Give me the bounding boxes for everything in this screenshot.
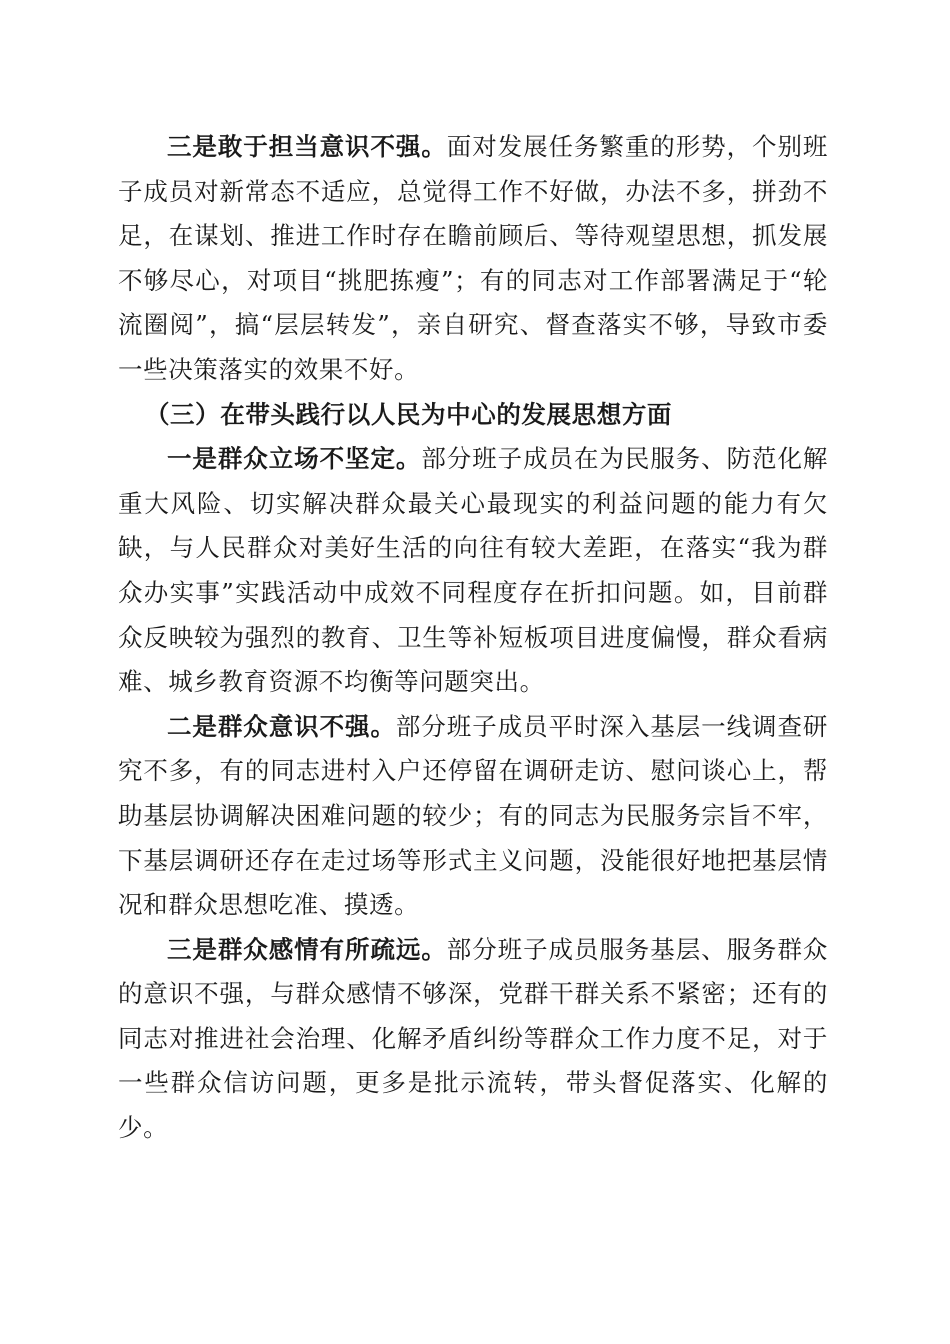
paragraph-responsibility bbox=[118, 125, 828, 393]
paragraph-body: 部分班子成员平时深入基层一线调查研究不多，有的同志进村入户还停留在调研走访、慰问谈心上，帮助基层协调解决困难问题的较少；有的同志为民服务宗旨不牢，下基层调研还存在走过场等形式主义问题，没能很好地把基层情况和群众思想吃准、摸透。 bbox=[118, 711, 828, 920]
document-page bbox=[118, 125, 828, 1151]
paragraph-lead: 三是敢于担当意识不强。 bbox=[167, 132, 447, 161]
section-heading: （三）在带头践行以人民为中心的发展思想方面 bbox=[144, 399, 673, 429]
paragraph-body: 部分班子成员服务基层、服务群众的意识不强，与群众感情不够深，党群干群关系不紧密；还有的同志对推进社会治理、化解矛盾纠纷等群众工作力度不足，对于一些群众信访问题，更多是批示流转，带头督促落实、化解的少。 bbox=[118, 934, 828, 1143]
paragraph-awareness bbox=[118, 705, 828, 928]
paragraph-relationship bbox=[118, 928, 828, 1151]
paragraph-stance bbox=[118, 437, 828, 705]
paragraph-body: 部分班子成员在为民服务、防范化解重大风险、切实解决群众最关心最现实的利益问题的能力有欠缺，与人民群众对美好生活的向往有较大差距，在落实“我为群众办实事”实践活动中成效不同程度存在折扣问题。如，目前群众反映较为强烈的教育、卫生等补短板项目进度偏慢，群众看病难、城乡教育资源不均衡等问题突出。 bbox=[118, 444, 828, 697]
paragraph-body: 面对发展任务繁重的形势，个别班子成员对新常态不适应，总觉得工作不好做，办法不多，拼劲不足，在谋划、推进工作时存在瞻前顾后、等待观望思想，抓发展不够尽心，对项目“挑肥拣瘦”；有的同志对工作部署满足于“轮流圈阅”，搞“层层转发”，亲自研究、督查落实不够，导致市委一些决策落实的效果不好。 bbox=[118, 132, 828, 384]
paragraph-lead: 三是群众感情有所疏远。 bbox=[167, 934, 447, 964]
paragraph-lead: 二是群众意识不强。 bbox=[167, 711, 396, 741]
paragraph-lead: 一是群众立场不坚定。 bbox=[167, 444, 422, 474]
